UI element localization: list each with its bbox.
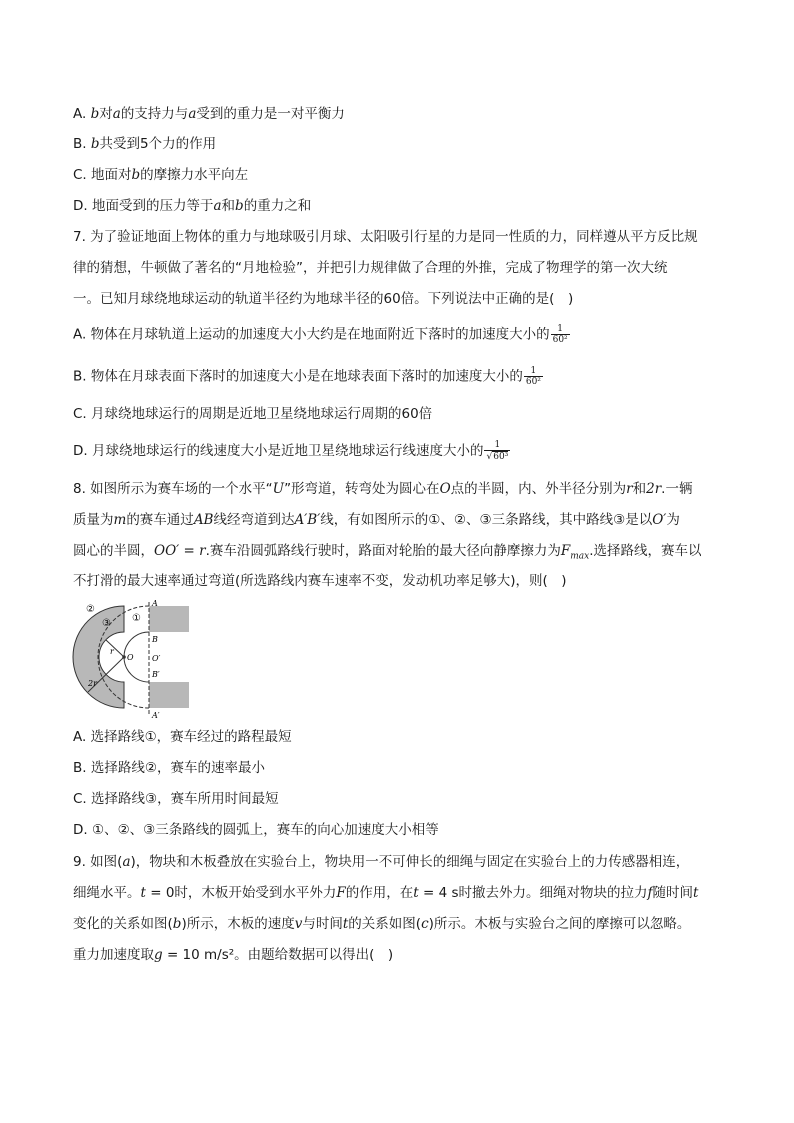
- text: 的支持力与: [120, 106, 189, 122]
- q7-option-c: C. 月球绕地球运行的周期是近地卫星绕地球运行周期的60倍: [73, 406, 433, 422]
- text: 8. 如图所示为赛车场的一个水平“: [73, 481, 273, 497]
- q7-stem-line-3: 一。已知月球绕地球运动的轨道半径约为地球半径的60倍。下列说法中正确的是( ): [73, 291, 574, 307]
- text: = 4 s时撤去外力。细绳对物块的拉力: [418, 885, 648, 901]
- text: 的重力之和: [243, 198, 312, 214]
- text: D. 地面受到的压力等于: [73, 198, 214, 214]
- text: A.: [73, 106, 91, 122]
- var: f: [647, 885, 653, 901]
- text: 圆心的半圆，: [73, 543, 154, 559]
- var: OO′ = r: [154, 543, 206, 559]
- numerator: 1: [484, 440, 510, 451]
- label-o-prime: O′: [152, 654, 161, 663]
- label-route-3: ③: [102, 618, 111, 629]
- q7-option-b: [73, 366, 543, 387]
- var: b: [90, 106, 100, 122]
- label-a-prime: A′: [152, 711, 160, 720]
- q9-stem-line-4: [73, 945, 393, 965]
- var: F: [336, 885, 346, 901]
- text: 线，有如图所示的①、②、③三条路线，其中路线③是以: [320, 512, 653, 528]
- var: t: [693, 885, 699, 901]
- q8-option-a: A. 选择路线①，赛车经过的路程最短: [73, 729, 292, 745]
- label-r: r: [110, 647, 114, 656]
- text: 重力加速度取: [73, 947, 154, 963]
- var: b: [172, 916, 182, 932]
- var: a: [122, 854, 131, 870]
- fraction: [484, 440, 510, 462]
- text: 随时间: [652, 885, 694, 901]
- q8-stem-line-4: 不打滑的最大速率通过弯道(所选路线内赛车速率不变，发动机功率足够大)，则( ): [73, 573, 567, 589]
- text: )所示。木板与实验台之间的摩擦可以忽略。: [428, 916, 691, 932]
- var: c: [421, 916, 429, 932]
- text: = 10 m/s²。由题给数据可以得出( ): [162, 947, 394, 963]
- text: )所示，木板的速度: [181, 916, 295, 932]
- var: r: [626, 481, 633, 497]
- text: 对: [99, 106, 113, 122]
- text: C. 地面对: [73, 167, 132, 183]
- track-bottom-straight: [149, 682, 189, 708]
- q7-stem-line-1: 7. 为了验证地面上物体的重力与地球吸引月球、太阳吸引行星的力是同一性质的力，同样遵从平方反比规: [73, 229, 698, 245]
- denominator: √60³: [486, 452, 509, 462]
- text: 和: [221, 198, 236, 214]
- text: 与时间: [302, 916, 343, 932]
- text: D. 月球绕地球运行的线速度大小是近地卫星绕地球运行线速度大小的: [73, 443, 484, 459]
- text: B.: [73, 136, 91, 152]
- radicand: 60³: [493, 452, 509, 462]
- text: 和: [632, 481, 647, 497]
- var: b: [131, 167, 141, 183]
- var: v: [294, 916, 303, 932]
- label-o: O: [127, 653, 134, 662]
- numerator: 1: [524, 366, 543, 377]
- text: 的作用，在: [345, 885, 414, 901]
- text: 细绳水平。: [73, 885, 141, 901]
- var: t: [413, 885, 419, 901]
- text: B. 物体在月球表面下落时的加速度大小是在地球表面下落时的加速度大小的: [73, 368, 523, 385]
- u-track-figure: [66, 598, 196, 720]
- text: 共受到5个力的作用: [99, 136, 217, 152]
- var: b: [235, 198, 244, 214]
- label-2r: 2r: [88, 679, 97, 688]
- text: 受到的重力是一对平衡力: [196, 106, 345, 122]
- text: 的关系如图(: [348, 916, 422, 932]
- label-route-2: ②: [86, 604, 95, 615]
- text: 质量为: [73, 512, 114, 528]
- var: AB: [193, 512, 214, 528]
- text: .一辆: [661, 481, 693, 497]
- text: 为: [666, 512, 680, 528]
- text: = 0时，木板开始受到水平外力: [145, 885, 337, 901]
- label-a: A: [152, 599, 158, 608]
- subscript: max: [570, 551, 590, 562]
- text: 的赛车通过: [126, 512, 194, 528]
- var: a: [188, 106, 197, 122]
- radius-r-arrow: [106, 640, 124, 657]
- text: 9. 如图(: [73, 854, 123, 870]
- var: U: [272, 481, 285, 497]
- text: .赛车沿圆弧路线行驶时，路面对轮胎的最大径向静摩擦力为: [205, 543, 561, 559]
- var: a: [112, 106, 121, 122]
- q7-stem-line-2: 律的猜想，牛顿做了著名的“月地检验”，并把引力规律做了合理的外推，完成了物理学的第一次大统: [73, 260, 668, 276]
- q9-stem-line-3: [73, 914, 690, 934]
- label-b-prime: B′: [152, 670, 160, 679]
- q9-stem-line-2: [73, 883, 698, 903]
- label-b: B: [152, 635, 158, 644]
- var: t: [342, 916, 349, 932]
- q8-option-b: B. 选择路线②，赛车的速率最小: [73, 760, 265, 776]
- q7-option-d: [73, 440, 510, 462]
- numerator: 1: [551, 324, 570, 335]
- q6-option-a: [73, 104, 345, 124]
- q6-option-d: [73, 196, 311, 216]
- denominator: 60²: [525, 377, 541, 387]
- var: 2r: [646, 481, 662, 497]
- center-o-dot: [122, 655, 126, 659]
- text: A. 物体在月球轨道上运动的加速度大小大约是在地面附近下落时的加速度大小的: [73, 326, 550, 343]
- fraction: [524, 366, 543, 387]
- var: b: [90, 136, 100, 152]
- q8-option-c: C. 选择路线③，赛车所用时间最短: [73, 791, 279, 807]
- var: O: [439, 481, 451, 497]
- q8-option-d: D. ①、②、③三条路线的圆弧上，赛车的向心加速度大小相等: [73, 822, 439, 838]
- denominator: 60²: [552, 335, 568, 345]
- var: a: [213, 198, 222, 214]
- var: A′B′: [294, 512, 321, 528]
- q7-option-a: [73, 324, 570, 345]
- label-route-1: ①: [132, 613, 141, 624]
- var: m: [113, 512, 127, 528]
- text: 点的半圆，内、外半径分别为: [450, 481, 627, 497]
- q8-stem-line-2: [73, 510, 680, 530]
- text: .选择路线，赛车以: [589, 543, 702, 559]
- text: 变化的关系如图(: [73, 916, 173, 932]
- q6-option-b: [73, 134, 216, 154]
- text: )，物块和木板叠放在实验台上，物块用一不可伸长的细绳与固定在实验台上的力传感器相连，: [130, 854, 690, 870]
- q9-stem-line-1: [73, 852, 689, 872]
- q8-stem-line-3: [73, 541, 702, 567]
- var: g: [154, 947, 163, 963]
- track-top-straight: [149, 606, 189, 632]
- q6-option-c: [73, 165, 248, 185]
- var: F: [560, 543, 571, 559]
- var: O′: [652, 512, 667, 528]
- text: 的摩擦力水平向左: [140, 167, 249, 183]
- q8-stem-line-1: [73, 479, 692, 499]
- text: 线经弯道到达: [213, 512, 295, 528]
- fraction: [551, 324, 570, 345]
- var: t: [140, 885, 146, 901]
- text: ”形弯道，转弯处为圆心在: [284, 481, 440, 497]
